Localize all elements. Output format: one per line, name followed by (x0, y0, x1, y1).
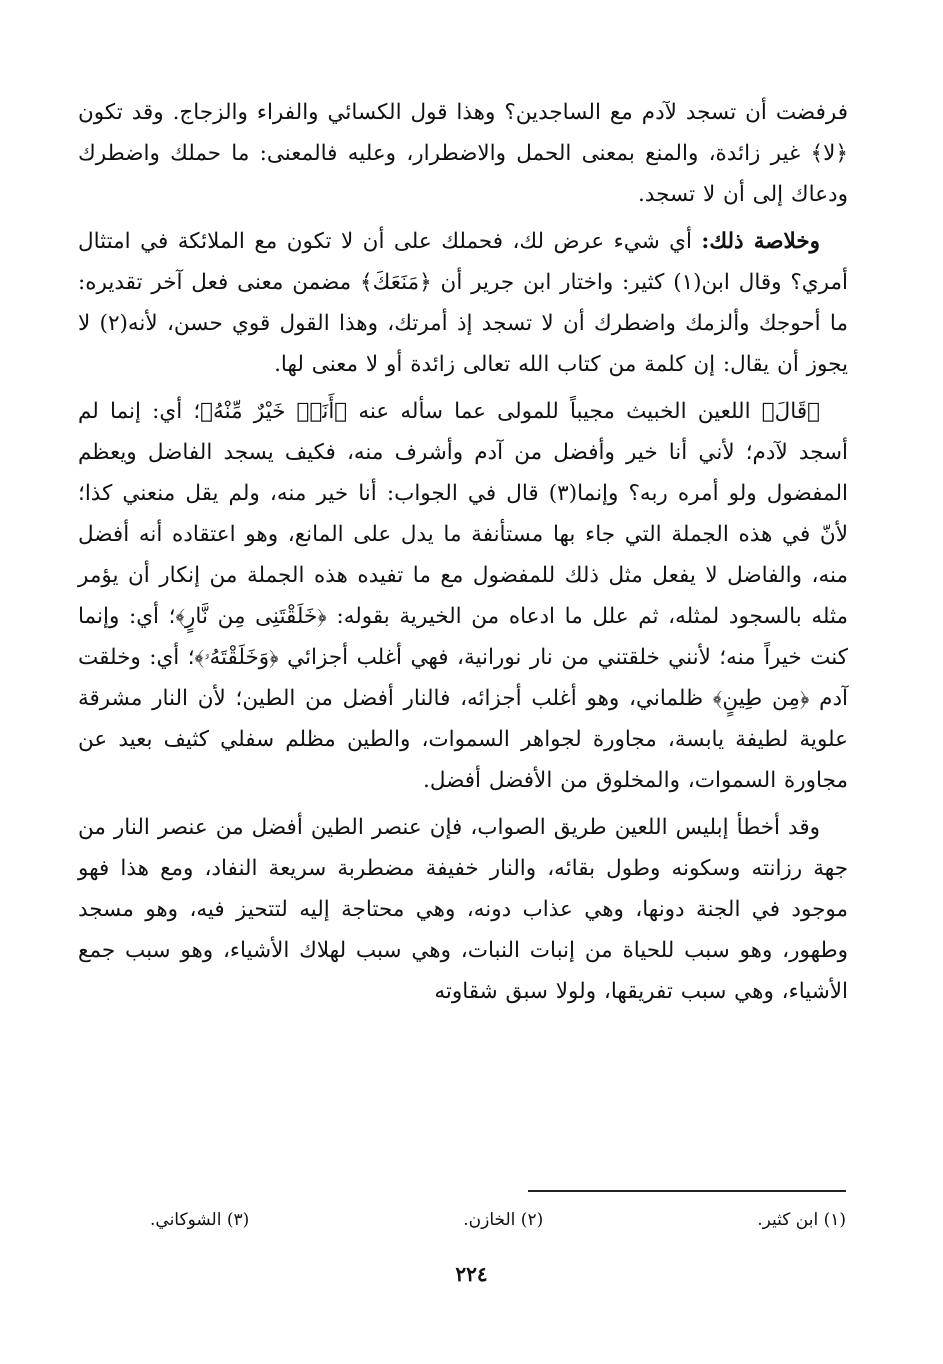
paragraph-2-text: أي شيء عرض لك، فحملك على أن لا تكون مع الملائكة في امتثال أمري؟ وقال ابن(١) كثير: واختار ابن جرير أن ﴿مَنَعَكَ﴾ مضمن معنى فعل آخر تقديره: ما أحوجك وألزمك واضطرك أن لا تسجد إذ أمرتك، وهذا القول قوي حسن، لأنه(٢) لا يجوز أن يقال: إن كلمة من كتاب الله تعالى زائدة أو لا معنى لها. (78, 229, 849, 377)
paragraph-1-text: فرفضت أن تسجد لآدم مع الساجدين؟ وهذا قول الكسائي والفراء والزجاج. وقد تكون ﴿لا﴾ غير زائدة، والمنع بمعنى الحمل والاضطرار، وعليه فالمعنى: ما حملك واضطرك ودعاك إلى أن لا تسجد. (78, 100, 848, 207)
paragraph-3 (78, 391, 848, 801)
paragraph-3-text: ﴿قَالَ﴾ اللعين الخبيث مجيباً للمولى عما سأله عنه ﴿أَنَا۠ خَيْرٌ مِّنْهُ﴾؛ أي: إنما لم أسجد لآدم؛ لأني أنا خير وأفضل من آدم وأشرف منه، فكيف يسجد الفاضل ويعظم المفضول ولو أمره ربه؟ وإنما(٣) قال في الجواب: أنا خير منه، ولم يقل منعني كذا؛ لأنّ في هذه الجملة التي جاء بها مستأنفة ما يدل على المانع، وهو اعتقاده أنه أفضل منه، والفاضل لا يفعل مثل ذلك للمفضول مع ما تفيده هذه الجملة من إنكار أن يؤمر مثله بالسجود لمثله، ثم علل ما ادعاه من الخيرية بقوله: ﴿خَلَقْتَنِى مِن نَّارٍ﴾؛ أي: وإنما كنت خيراً منه؛ لأنني خلقتني من نار نورانية، فهي أغلب أجزائي ﴿وَخَلَقْتَهُۥ﴾؛ أي: وخلقت آدم ﴿مِن طِينٍ﴾ ظلماني، وهو أغلب أجزائه، فالنار أفضل من الطين؛ لأن النار مشرقة علوية لطيفة يابسة، مجاورة لجواهر السموات، والطين مظلم سفلي كثيف بعيد عن مجاورة السموات، والمخلوق من الأفضل أفضل. (78, 399, 848, 793)
page-number: ٢٢٤ (455, 1262, 488, 1286)
footnote-2: (٢) الخازن. (463, 1210, 544, 1230)
footnote-1: (١) ابن كثير. (757, 1210, 846, 1230)
paragraph-2-heading: وخلاصة ذلك: (701, 229, 820, 254)
footnotes (150, 1206, 846, 1234)
paragraph-1 (78, 92, 848, 215)
paragraph-4 (78, 807, 848, 1012)
paragraph-4-text: وقد أخطأ إبليس اللعين طريق الصواب، فإن عنصر الطين أفضل من عنصر النار من جهة رزانته وسكونه وطول بقائه، والنار خفيفة مضطربة سريعة النفاد، ومع هذا فهو موجود في الجنة دونها، وهي عذاب دونه، وهي محتاجة إليه لتتحيز فيه، وهو مسجد وطهور، وهو سبب للحياة من إنبات النبات، وهي سبب لهلاك الأشياء، وهو سبب جمع الأشياء، وهي سبب تفريقها، ولولا سبق شقاوته (78, 815, 848, 1004)
footnote-divider (528, 1190, 846, 1192)
paragraph-2 (78, 221, 848, 385)
main-text (78, 92, 848, 1018)
footnote-3: (٣) الشوكاني. (150, 1210, 250, 1230)
